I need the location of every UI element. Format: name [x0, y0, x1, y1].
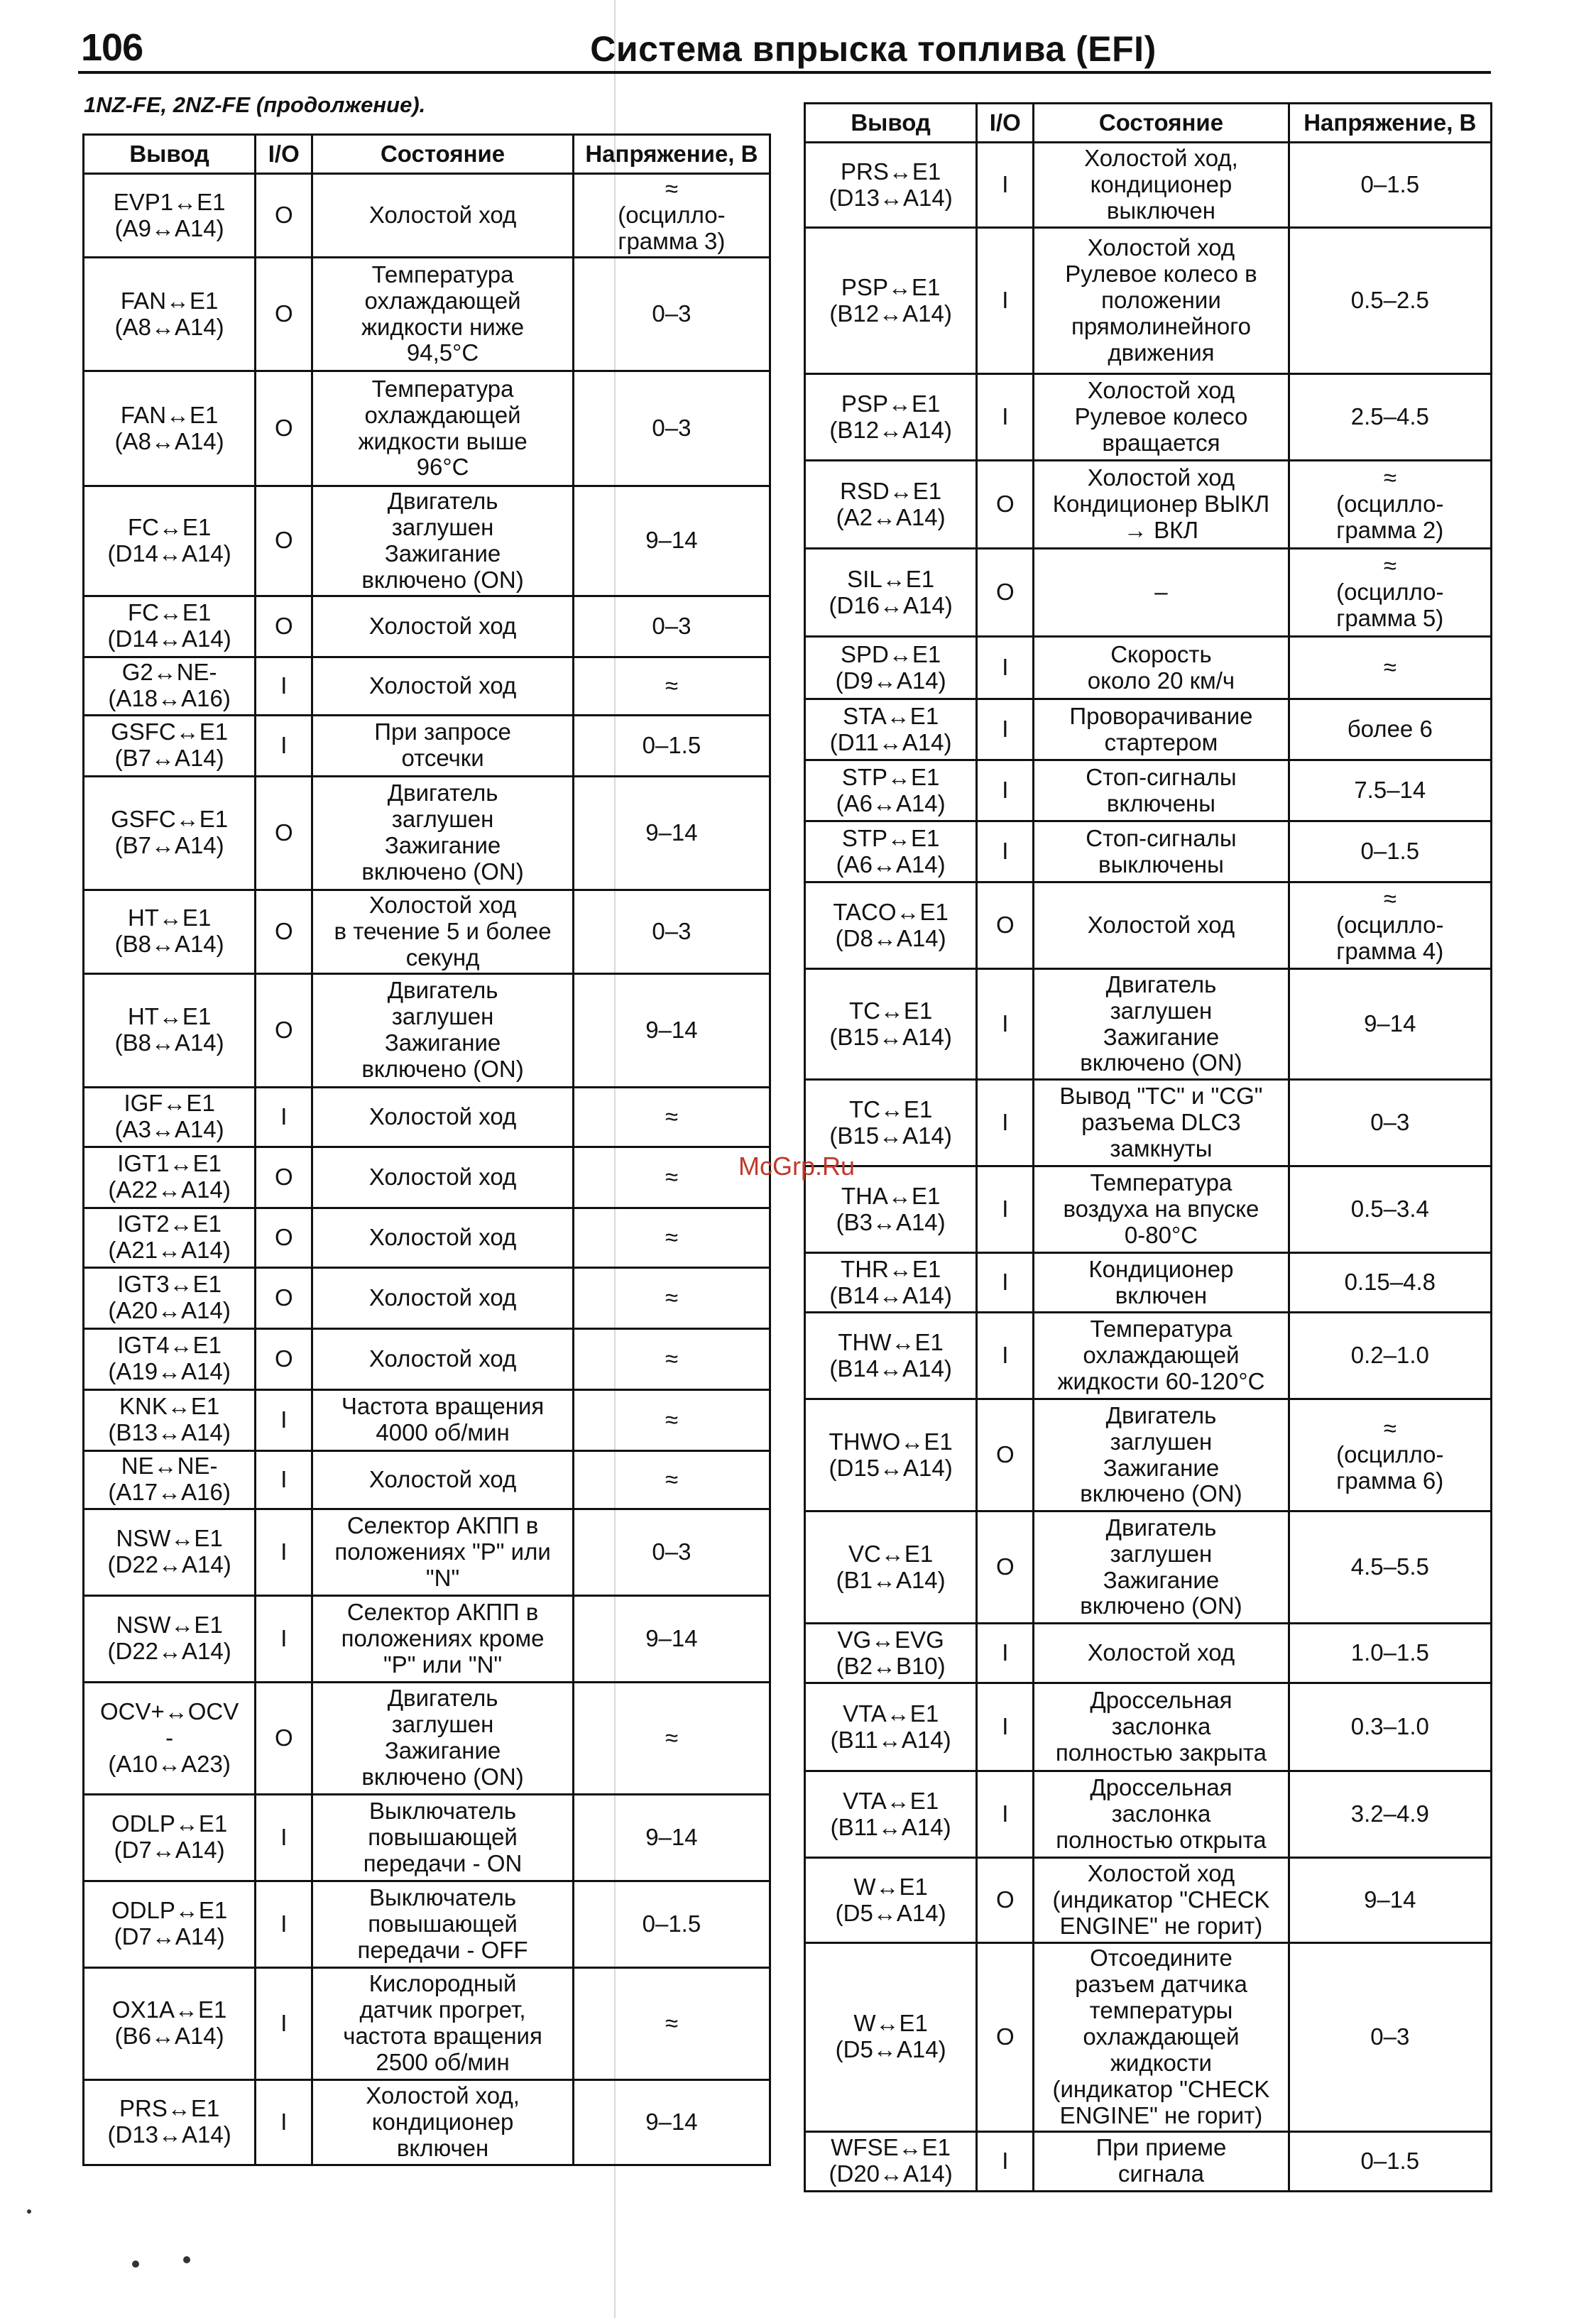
- condition-cell: –: [1034, 549, 1289, 637]
- io-cell: I: [977, 143, 1034, 228]
- io-cell: I: [977, 228, 1034, 374]
- pin-voltage-table-right: [804, 102, 1492, 2192]
- voltage-cell: 9–14: [573, 1794, 770, 1881]
- voltage-cell: 9–14: [573, 776, 770, 890]
- table-row: [84, 715, 770, 776]
- table-row: [84, 657, 770, 715]
- pin-cell: GSFC↔E1 (B7↔A14): [84, 715, 256, 776]
- pin-cell: PSP↔E1 (B12↔A14): [805, 228, 977, 374]
- table-row: [805, 1683, 1492, 1771]
- condition-cell: Температура охлаждающей жидкости выше 96°C: [312, 371, 574, 486]
- table-row: [84, 973, 770, 1087]
- watermark-text: McGrp.Ru: [738, 1152, 856, 1181]
- condition-cell: Холостой ход: [312, 1087, 574, 1147]
- pin-cell: G2↔NE- (A18↔A16): [84, 657, 256, 715]
- column-header-voltage: Напряжение, В: [573, 135, 770, 174]
- condition-cell: Двигатель заглушен Зажигание включено (ON): [312, 1682, 574, 1794]
- table-header-row: [84, 135, 770, 174]
- condition-cell: Проворачивание стартером: [1034, 699, 1289, 760]
- io-cell: I: [977, 374, 1034, 461]
- table-row: [84, 258, 770, 371]
- column-header-condition: Состояние: [1034, 104, 1289, 143]
- io-cell: O: [977, 1943, 1034, 2132]
- pin-cell: NE↔NE- (A17↔A16): [84, 1450, 256, 1509]
- io-cell: I: [977, 1166, 1034, 1253]
- pin-cell: PRS↔E1 (D13↔A14): [805, 143, 977, 228]
- pin-cell: PRS↔E1 (D13↔A14): [84, 2079, 256, 2165]
- io-cell: I: [977, 1080, 1034, 1166]
- column-header-condition: Состояние: [312, 135, 574, 174]
- voltage-cell: ≈: [573, 1147, 770, 1208]
- table-row: [84, 1794, 770, 1881]
- voltage-cell: ≈ (осцилло- грамма 4): [1289, 882, 1491, 969]
- pin-cell: THA↔E1 (B3↔A14): [805, 1166, 977, 1253]
- io-cell: I: [256, 715, 312, 776]
- pin-cell: W↔E1 (D5↔A14): [805, 1943, 977, 2132]
- io-cell: O: [977, 882, 1034, 969]
- io-cell: O: [256, 1208, 312, 1267]
- voltage-cell: 0.15–4.8: [1289, 1253, 1491, 1313]
- table-row: [805, 1166, 1492, 1253]
- io-cell: I: [977, 969, 1034, 1080]
- table-row: [84, 1389, 770, 1450]
- pin-cell: PSP↔E1 (B12↔A14): [805, 374, 977, 461]
- voltage-cell: 9–14: [1289, 969, 1491, 1080]
- condition-cell: Холостой ход: [1034, 1624, 1289, 1683]
- pin-cell: STP↔E1 (A6↔A14): [805, 760, 977, 821]
- voltage-cell: ≈: [573, 1967, 770, 2079]
- column-header-voltage: Напряжение, В: [1289, 104, 1491, 143]
- section-subtitle: 1NZ-FE, 2NZ-FE (продолжение).: [84, 92, 426, 117]
- voltage-cell: ≈: [573, 1208, 770, 1267]
- condition-cell: Селектор АКПП в положениях кроме "P" или "N": [312, 1595, 574, 1682]
- condition-cell: Двигатель заглушен Зажигание включено (ON): [1034, 1511, 1289, 1624]
- voltage-cell: 0–1.5: [1289, 821, 1491, 882]
- table-header-row: [805, 104, 1492, 143]
- io-cell: I: [977, 2131, 1034, 2191]
- voltage-cell: 0.2–1.0: [1289, 1313, 1491, 1399]
- voltage-cell: 0–1.5: [573, 715, 770, 776]
- io-cell: I: [977, 1253, 1034, 1313]
- pin-cell: HT↔E1 (B8↔A14): [84, 973, 256, 1087]
- io-cell: O: [256, 486, 312, 596]
- voltage-cell: 9–14: [573, 1595, 770, 1682]
- voltage-cell: ≈ (осцилло- грамма 6): [1289, 1399, 1491, 1511]
- table-row: [805, 549, 1492, 637]
- voltage-cell: 0–3: [1289, 1943, 1491, 2132]
- io-cell: O: [977, 1858, 1034, 1943]
- condition-cell: Кондиционер включен: [1034, 1253, 1289, 1313]
- table-row: [805, 374, 1492, 461]
- voltage-cell: ≈: [573, 1389, 770, 1450]
- condition-cell: Холостой ход: [1034, 882, 1289, 969]
- pin-cell: VG↔EVG (B2↔B10): [805, 1624, 977, 1683]
- pin-cell: IGT3↔E1 (A20↔A14): [84, 1267, 256, 1328]
- table-row: [84, 1450, 770, 1509]
- io-cell: O: [256, 258, 312, 371]
- io-cell: O: [256, 1682, 312, 1794]
- voltage-cell: 9–14: [573, 973, 770, 1087]
- condition-cell: Холостой ход Рулевое колесо вращается: [1034, 374, 1289, 461]
- io-cell: I: [256, 1087, 312, 1147]
- pin-cell: HT↔E1 (B8↔A14): [84, 890, 256, 973]
- table-row: [84, 371, 770, 486]
- io-cell: I: [977, 1624, 1034, 1683]
- condition-cell: Температура охлаждающей жидкости ниже 94,5°C: [312, 258, 574, 371]
- condition-cell: Холостой ход Рулевое колесо в положении прямолинейного движения: [1034, 228, 1289, 374]
- voltage-cell: 0.5–2.5: [1289, 228, 1491, 374]
- condition-cell: Частота вращения 4000 об/мин: [312, 1389, 574, 1450]
- condition-cell: Холостой ход Кондиционер ВЫКЛ → ВКЛ: [1034, 461, 1289, 549]
- pin-cell: OX1A↔E1 (B6↔A14): [84, 1967, 256, 2079]
- pin-cell: SPD↔E1 (D9↔A14): [805, 637, 977, 699]
- pin-cell: THWO↔E1 (D15↔A14): [805, 1399, 977, 1511]
- table-row: [805, 699, 1492, 760]
- condition-cell: При запросе отсечки: [312, 715, 574, 776]
- pin-cell: STA↔E1 (D11↔A14): [805, 699, 977, 760]
- condition-cell: Вывод "TC" и "CG" разъема DLC3 замкнуты: [1034, 1080, 1289, 1166]
- io-cell: I: [256, 1450, 312, 1509]
- table-row: [805, 637, 1492, 699]
- io-cell: I: [977, 1683, 1034, 1771]
- pin-cell: FC↔E1 (D14↔A14): [84, 596, 256, 657]
- io-cell: I: [256, 1967, 312, 2079]
- pin-cell: FAN↔E1 (A8↔A14): [84, 371, 256, 486]
- condition-cell: Двигатель заглушен Зажигание включено (ON): [312, 776, 574, 890]
- io-cell: I: [977, 699, 1034, 760]
- pin-cell: ODLP↔E1 (D7↔A14): [84, 1881, 256, 1967]
- condition-cell: Дроссельная заслонка полностью открыта: [1034, 1771, 1289, 1858]
- condition-cell: Кислородный датчик прогрет, частота вращения 2500 об/мин: [312, 1967, 574, 2079]
- table-row: [805, 1080, 1492, 1166]
- pin-cell: NSW↔E1 (D22↔A14): [84, 1509, 256, 1595]
- io-cell: I: [256, 1389, 312, 1450]
- table-row: [805, 1253, 1492, 1313]
- pin-cell: THR↔E1 (B14↔A14): [805, 1253, 977, 1313]
- pin-cell: EVP1↔E1 (A9↔A14): [84, 174, 256, 258]
- pin-voltage-table-left: [82, 133, 771, 2166]
- table-row: [84, 1509, 770, 1595]
- pin-cell: VTA↔E1 (B11↔A14): [805, 1771, 977, 1858]
- condition-cell: Двигатель заглушен Зажигание включено (ON): [312, 486, 574, 596]
- table-row: [805, 2131, 1492, 2191]
- column-header-pin: Вывод: [805, 104, 977, 143]
- condition-cell: При приеме сигнала: [1034, 2131, 1289, 2191]
- table-row: [84, 1328, 770, 1389]
- voltage-cell: 3.2–4.9: [1289, 1771, 1491, 1858]
- condition-cell: Дроссельная заслонка полностью закрыта: [1034, 1683, 1289, 1771]
- io-cell: I: [977, 637, 1034, 699]
- condition-cell: Холостой ход: [312, 174, 574, 258]
- voltage-cell: ≈: [573, 1682, 770, 1794]
- table-row: [84, 1087, 770, 1147]
- condition-cell: Отсоедините разъем датчика температуры охлаждающей жидкости (индикатор "CHECK ENGINE" не горит): [1034, 1943, 1289, 2132]
- scan-dot: [132, 2260, 139, 2268]
- table-row: [84, 890, 770, 973]
- condition-cell: Холостой ход (индикатор "CHECK ENGINE" не горит): [1034, 1858, 1289, 1943]
- condition-cell: Холостой ход, кондиционер выключен: [1034, 143, 1289, 228]
- table-row: [805, 1624, 1492, 1683]
- page-number: 106: [81, 26, 143, 69]
- table-row: [84, 1147, 770, 1208]
- table-row: [805, 1943, 1492, 2132]
- pin-cell: FC↔E1 (D14↔A14): [84, 486, 256, 596]
- page-title: Система впрыска топлива (EFI): [590, 29, 1157, 69]
- io-cell: I: [977, 1771, 1034, 1858]
- condition-cell: Холостой ход: [312, 596, 574, 657]
- condition-cell: Холостой ход в течение 5 и более секунд: [312, 890, 574, 973]
- pin-cell: ODLP↔E1 (D7↔A14): [84, 1794, 256, 1881]
- table-row: [805, 461, 1492, 549]
- table-row: [805, 143, 1492, 228]
- voltage-cell: 0–3: [1289, 1080, 1491, 1166]
- pin-cell: TACO↔E1 (D8↔A14): [805, 882, 977, 969]
- voltage-cell: 0–3: [573, 371, 770, 486]
- table-row: [84, 1208, 770, 1267]
- io-cell: O: [256, 776, 312, 890]
- condition-cell: Холостой ход: [312, 1328, 574, 1389]
- io-cell: I: [977, 760, 1034, 821]
- pin-cell: STP↔E1 (A6↔A14): [805, 821, 977, 882]
- condition-cell: Двигатель заглушен Зажигание включено (ON): [1034, 969, 1289, 1080]
- io-cell: O: [256, 973, 312, 1087]
- pin-cell: IGT2↔E1 (A21↔A14): [84, 1208, 256, 1267]
- condition-cell: Двигатель заглушен Зажигание включено (ON): [312, 973, 574, 1087]
- column-header-io: I/O: [256, 135, 312, 174]
- voltage-cell: 7.5–14: [1289, 760, 1491, 821]
- pin-cell: VTA↔E1 (B11↔A14): [805, 1683, 977, 1771]
- condition-cell: Температура воздуха на впуске 0-80°C: [1034, 1166, 1289, 1253]
- column-header-pin: Вывод: [84, 135, 256, 174]
- io-cell: O: [977, 1511, 1034, 1624]
- table-row: [84, 486, 770, 596]
- table-row: [84, 1267, 770, 1328]
- voltage-cell: 0.5–3.4: [1289, 1166, 1491, 1253]
- pin-cell: THW↔E1 (B14↔A14): [805, 1313, 977, 1399]
- io-cell: O: [977, 461, 1034, 549]
- header-rule: [78, 71, 1491, 74]
- condition-cell: Селектор АКПП в положениях "P" или "N": [312, 1509, 574, 1595]
- table-row: [805, 821, 1492, 882]
- scan-dot: [27, 2209, 31, 2214]
- io-cell: O: [256, 371, 312, 486]
- condition-cell: Холостой ход: [312, 1267, 574, 1328]
- condition-cell: Выключатель повышающей передачи - ON: [312, 1794, 574, 1881]
- pin-cell: SIL↔E1 (D16↔A14): [805, 549, 977, 637]
- io-cell: I: [256, 1595, 312, 1682]
- table-row: [805, 228, 1492, 374]
- io-cell: O: [256, 1267, 312, 1328]
- voltage-cell: ≈: [573, 1450, 770, 1509]
- voltage-cell: 0–1.5: [1289, 2131, 1491, 2191]
- table-row: [84, 776, 770, 890]
- voltage-cell: ≈: [1289, 637, 1491, 699]
- pin-cell: GSFC↔E1 (B7↔A14): [84, 776, 256, 890]
- pin-cell: IGF↔E1 (A3↔A14): [84, 1087, 256, 1147]
- voltage-cell: 9–14: [573, 2079, 770, 2165]
- voltage-cell: 0–3: [573, 596, 770, 657]
- io-cell: I: [256, 1509, 312, 1595]
- io-cell: I: [256, 1881, 312, 1967]
- voltage-cell: 9–14: [573, 486, 770, 596]
- table-row: [84, 1682, 770, 1794]
- table-row: [805, 1313, 1492, 1399]
- scan-dot: [183, 2256, 190, 2263]
- voltage-cell: ≈ (осцилло- грамма 5): [1289, 549, 1491, 637]
- condition-cell: Холостой ход: [312, 1208, 574, 1267]
- voltage-cell: 0–1.5: [1289, 143, 1491, 228]
- table-row: [84, 1967, 770, 2079]
- pin-cell: IGT4↔E1 (A19↔A14): [84, 1328, 256, 1389]
- table-row: [84, 1881, 770, 1967]
- voltage-cell: 0.3–1.0: [1289, 1683, 1491, 1771]
- voltage-cell: ≈: [573, 1087, 770, 1147]
- table-row: [84, 1595, 770, 1682]
- pin-cell: TC↔E1 (B15↔A14): [805, 969, 977, 1080]
- io-cell: I: [256, 2079, 312, 2165]
- condition-cell: Скорость около 20 км/ч: [1034, 637, 1289, 699]
- voltage-cell: ≈: [573, 1328, 770, 1389]
- condition-cell: Холостой ход, кондиционер включен: [312, 2079, 574, 2165]
- table-row: [805, 1511, 1492, 1624]
- pin-cell: TC↔E1 (B15↔A14): [805, 1080, 977, 1166]
- voltage-cell: 0–1.5: [573, 1881, 770, 1967]
- condition-cell: Холостой ход: [312, 1147, 574, 1208]
- voltage-cell: 2.5–4.5: [1289, 374, 1491, 461]
- io-cell: O: [256, 1147, 312, 1208]
- table-row: [84, 174, 770, 258]
- io-cell: O: [256, 174, 312, 258]
- pin-cell: W↔E1 (D5↔A14): [805, 1858, 977, 1943]
- voltage-cell: 0–3: [573, 1509, 770, 1595]
- table-row: [84, 596, 770, 657]
- io-cell: O: [256, 890, 312, 973]
- table-row: [805, 760, 1492, 821]
- voltage-cell: 0–3: [573, 258, 770, 371]
- io-cell: I: [256, 1794, 312, 1881]
- voltage-cell: 1.0–1.5: [1289, 1624, 1491, 1683]
- table-row: [805, 1771, 1492, 1858]
- voltage-cell: 4.5–5.5: [1289, 1511, 1491, 1624]
- condition-cell: Стоп-сигналы выключены: [1034, 821, 1289, 882]
- table-row: [805, 1858, 1492, 1943]
- pin-cell: FAN↔E1 (A8↔A14): [84, 258, 256, 371]
- io-cell: O: [977, 1399, 1034, 1511]
- voltage-cell: ≈: [573, 657, 770, 715]
- column-header-io: I/O: [977, 104, 1034, 143]
- pin-cell: NSW↔E1 (D22↔A14): [84, 1595, 256, 1682]
- table-row: [84, 2079, 770, 2165]
- voltage-cell: 9–14: [1289, 1858, 1491, 1943]
- io-cell: O: [977, 549, 1034, 637]
- io-cell: I: [977, 1313, 1034, 1399]
- io-cell: O: [256, 1328, 312, 1389]
- voltage-cell: 0–3: [573, 890, 770, 973]
- voltage-cell: более 6: [1289, 699, 1491, 760]
- pin-cell: WFSE↔E1 (D20↔A14): [805, 2131, 977, 2191]
- pin-cell: VC↔E1 (B1↔A14): [805, 1511, 977, 1624]
- condition-cell: Стоп-сигналы включены: [1034, 760, 1289, 821]
- pin-cell: RSD↔E1 (A2↔A14): [805, 461, 977, 549]
- table-row: [805, 1399, 1492, 1511]
- io-cell: I: [256, 657, 312, 715]
- condition-cell: Холостой ход: [312, 1450, 574, 1509]
- table-row: [805, 969, 1492, 1080]
- pin-cell: OCV+↔OCV - (A10↔A23): [84, 1682, 256, 1794]
- condition-cell: Холостой ход: [312, 657, 574, 715]
- io-cell: I: [977, 821, 1034, 882]
- voltage-cell: ≈ (осцилло- грамма 3): [573, 174, 770, 258]
- condition-cell: Выключатель повышающей передачи - OFF: [312, 1881, 574, 1967]
- condition-cell: Температура охлаждающей жидкости 60-120°C: [1034, 1313, 1289, 1399]
- pin-cell: IGT1↔E1 (A22↔A14): [84, 1147, 256, 1208]
- voltage-cell: ≈: [573, 1267, 770, 1328]
- pin-cell: KNK↔E1 (B13↔A14): [84, 1389, 256, 1450]
- table-row: [805, 882, 1492, 969]
- condition-cell: Двигатель заглушен Зажигание включено (ON): [1034, 1399, 1289, 1511]
- voltage-cell: ≈ (осцилло- грамма 2): [1289, 461, 1491, 549]
- io-cell: O: [256, 596, 312, 657]
